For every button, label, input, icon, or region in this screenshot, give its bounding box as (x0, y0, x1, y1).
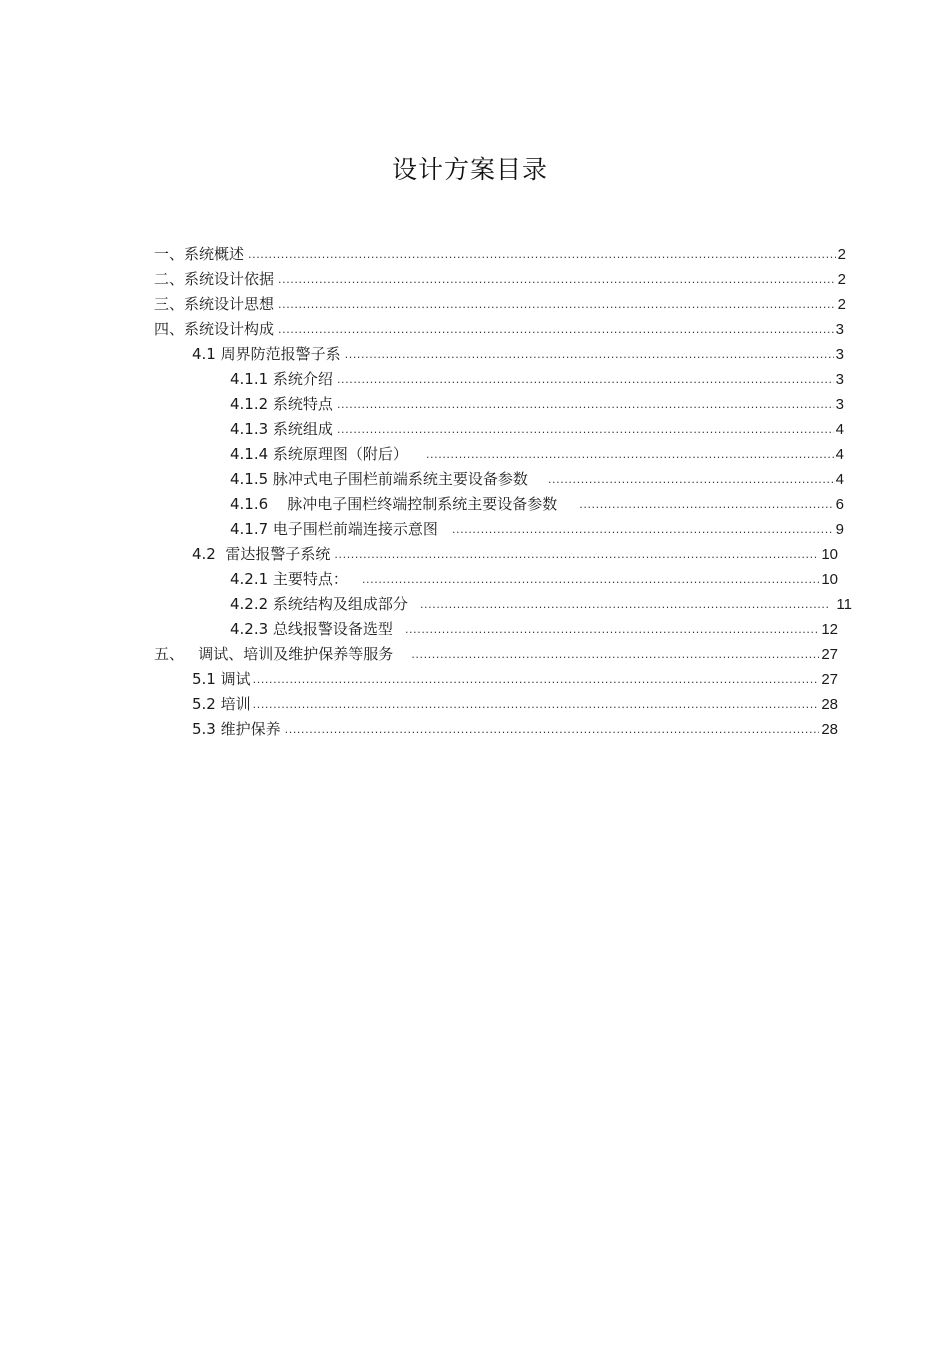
dot-leader (253, 694, 820, 716)
dot-leader (337, 419, 834, 441)
toc-entry-label: 4.1.2 系统特点 (230, 395, 333, 413)
toc-entry-5-2[interactable] (192, 693, 838, 715)
toc-entry-label: 5.1 调试 (192, 670, 251, 688)
toc-entry-4-2[interactable] (192, 543, 838, 565)
toc-entry-page: 9 (835, 521, 844, 538)
toc-entry-5-1[interactable] (192, 668, 838, 690)
toc-entry-page: 3 (835, 396, 844, 413)
toc-entry-label: 4.2.1 主要特点： (230, 570, 348, 588)
dot-leader (248, 244, 836, 266)
toc-entry-page: 12 (821, 621, 838, 638)
toc-entry-4[interactable] (154, 318, 844, 340)
toc-entry-5-3[interactable] (192, 718, 838, 740)
toc-entry-label: 二、系统设计依据 (154, 270, 275, 288)
toc-entry-page: 10 (821, 571, 838, 588)
dot-leader (345, 344, 834, 366)
toc-entry-label: 4.2.3 总线报警设备选型 (230, 620, 393, 638)
dot-leader (420, 594, 830, 616)
toc-entry-label: 5.3 维护保养 (192, 720, 281, 738)
toc-entry-label: 4.1.5 脉冲式电子围栏前端系统主要设备参数 (230, 470, 528, 488)
toc-entry-4-1-5[interactable] (230, 468, 844, 490)
toc-entry-page: 11 (836, 596, 852, 613)
toc-entry-4-2-2[interactable] (230, 593, 852, 615)
dot-leader (426, 444, 834, 466)
dot-leader (362, 569, 819, 591)
toc-entry-4-1-2[interactable] (230, 393, 844, 415)
toc-entry-page: 27 (821, 671, 838, 688)
dot-leader (285, 719, 820, 741)
toc-entry-page: 2 (837, 246, 846, 263)
toc-entry-label: 一、系统概述 (154, 245, 245, 263)
toc-entry-label: 五、 调试、培训及维护保养等服务 (154, 645, 394, 663)
toc-entry-label: 4.2.2 系统结构及组成部分 (230, 595, 408, 613)
dot-leader (579, 494, 833, 516)
toc-entry-label: 三、系统设计思想 (154, 295, 275, 313)
toc-entry-3[interactable] (154, 293, 846, 315)
dot-leader (278, 294, 836, 316)
toc-entry-4-1-1[interactable] (230, 368, 844, 390)
toc-entry-page: 3 (835, 321, 844, 338)
toc-entry-4-2-3[interactable] (230, 618, 838, 640)
toc-entry-4-1-6[interactable] (230, 493, 844, 515)
dot-leader (548, 469, 834, 491)
toc-entry-5[interactable] (154, 643, 838, 665)
dot-leader (337, 394, 834, 416)
toc-entry-4-2-1[interactable] (230, 568, 838, 590)
dot-leader (253, 669, 820, 691)
dot-leader (334, 544, 819, 566)
toc-entry-page: 3 (835, 346, 844, 363)
toc-entry-page: 6 (835, 496, 844, 513)
toc-entry-page: 28 (821, 721, 838, 738)
toc-entry-label: 4.1.6 脉冲电子围栏终端控制系统主要设备参数 (230, 495, 558, 513)
toc-entry-4-1-3[interactable] (230, 418, 844, 440)
toc-entry-page: 4 (835, 471, 844, 488)
page-title: 设计方案目录 (391, 155, 548, 184)
toc-entry-label: 4.1.4 系统原理图（附后） (230, 445, 408, 463)
toc-entry-4-1[interactable] (192, 343, 844, 365)
toc-entry-page: 4 (835, 421, 844, 438)
toc-entry-label: 5.2 培训 (192, 695, 251, 713)
toc-entry-4-1-7[interactable] (230, 518, 844, 540)
toc-entry-page: 28 (821, 696, 838, 713)
toc-entry-label: 4.1.3 系统组成 (230, 420, 333, 438)
toc-entry-page: 2 (837, 296, 846, 313)
toc-entry-page: 3 (835, 371, 844, 388)
toc-entry-2[interactable] (154, 268, 846, 290)
dot-leader (452, 519, 834, 541)
toc-entry-page: 10 (821, 546, 838, 563)
dot-leader (337, 369, 834, 391)
dot-leader (278, 319, 834, 341)
toc-entry-label: 4.2 雷达报警子系统 (192, 545, 331, 563)
toc-entry-label: 4.1.7 电子围栏前端连接示意图 (230, 520, 438, 538)
dot-leader (278, 269, 836, 291)
toc-entry-4-1-4[interactable] (230, 443, 844, 465)
dot-leader (405, 619, 819, 641)
toc-entry-label: 4.1 周界防范报警子系 (192, 345, 341, 363)
dot-leader (411, 644, 819, 666)
toc-entry-page: 2 (837, 271, 846, 288)
toc-entry-label: 4.1.1 系统介绍 (230, 370, 333, 388)
toc-entry-page: 4 (835, 446, 844, 463)
toc-entry-label: 四、系统设计构成 (154, 320, 275, 338)
toc-entry-page: 27 (821, 646, 838, 663)
toc-entry-1[interactable] (154, 243, 846, 265)
